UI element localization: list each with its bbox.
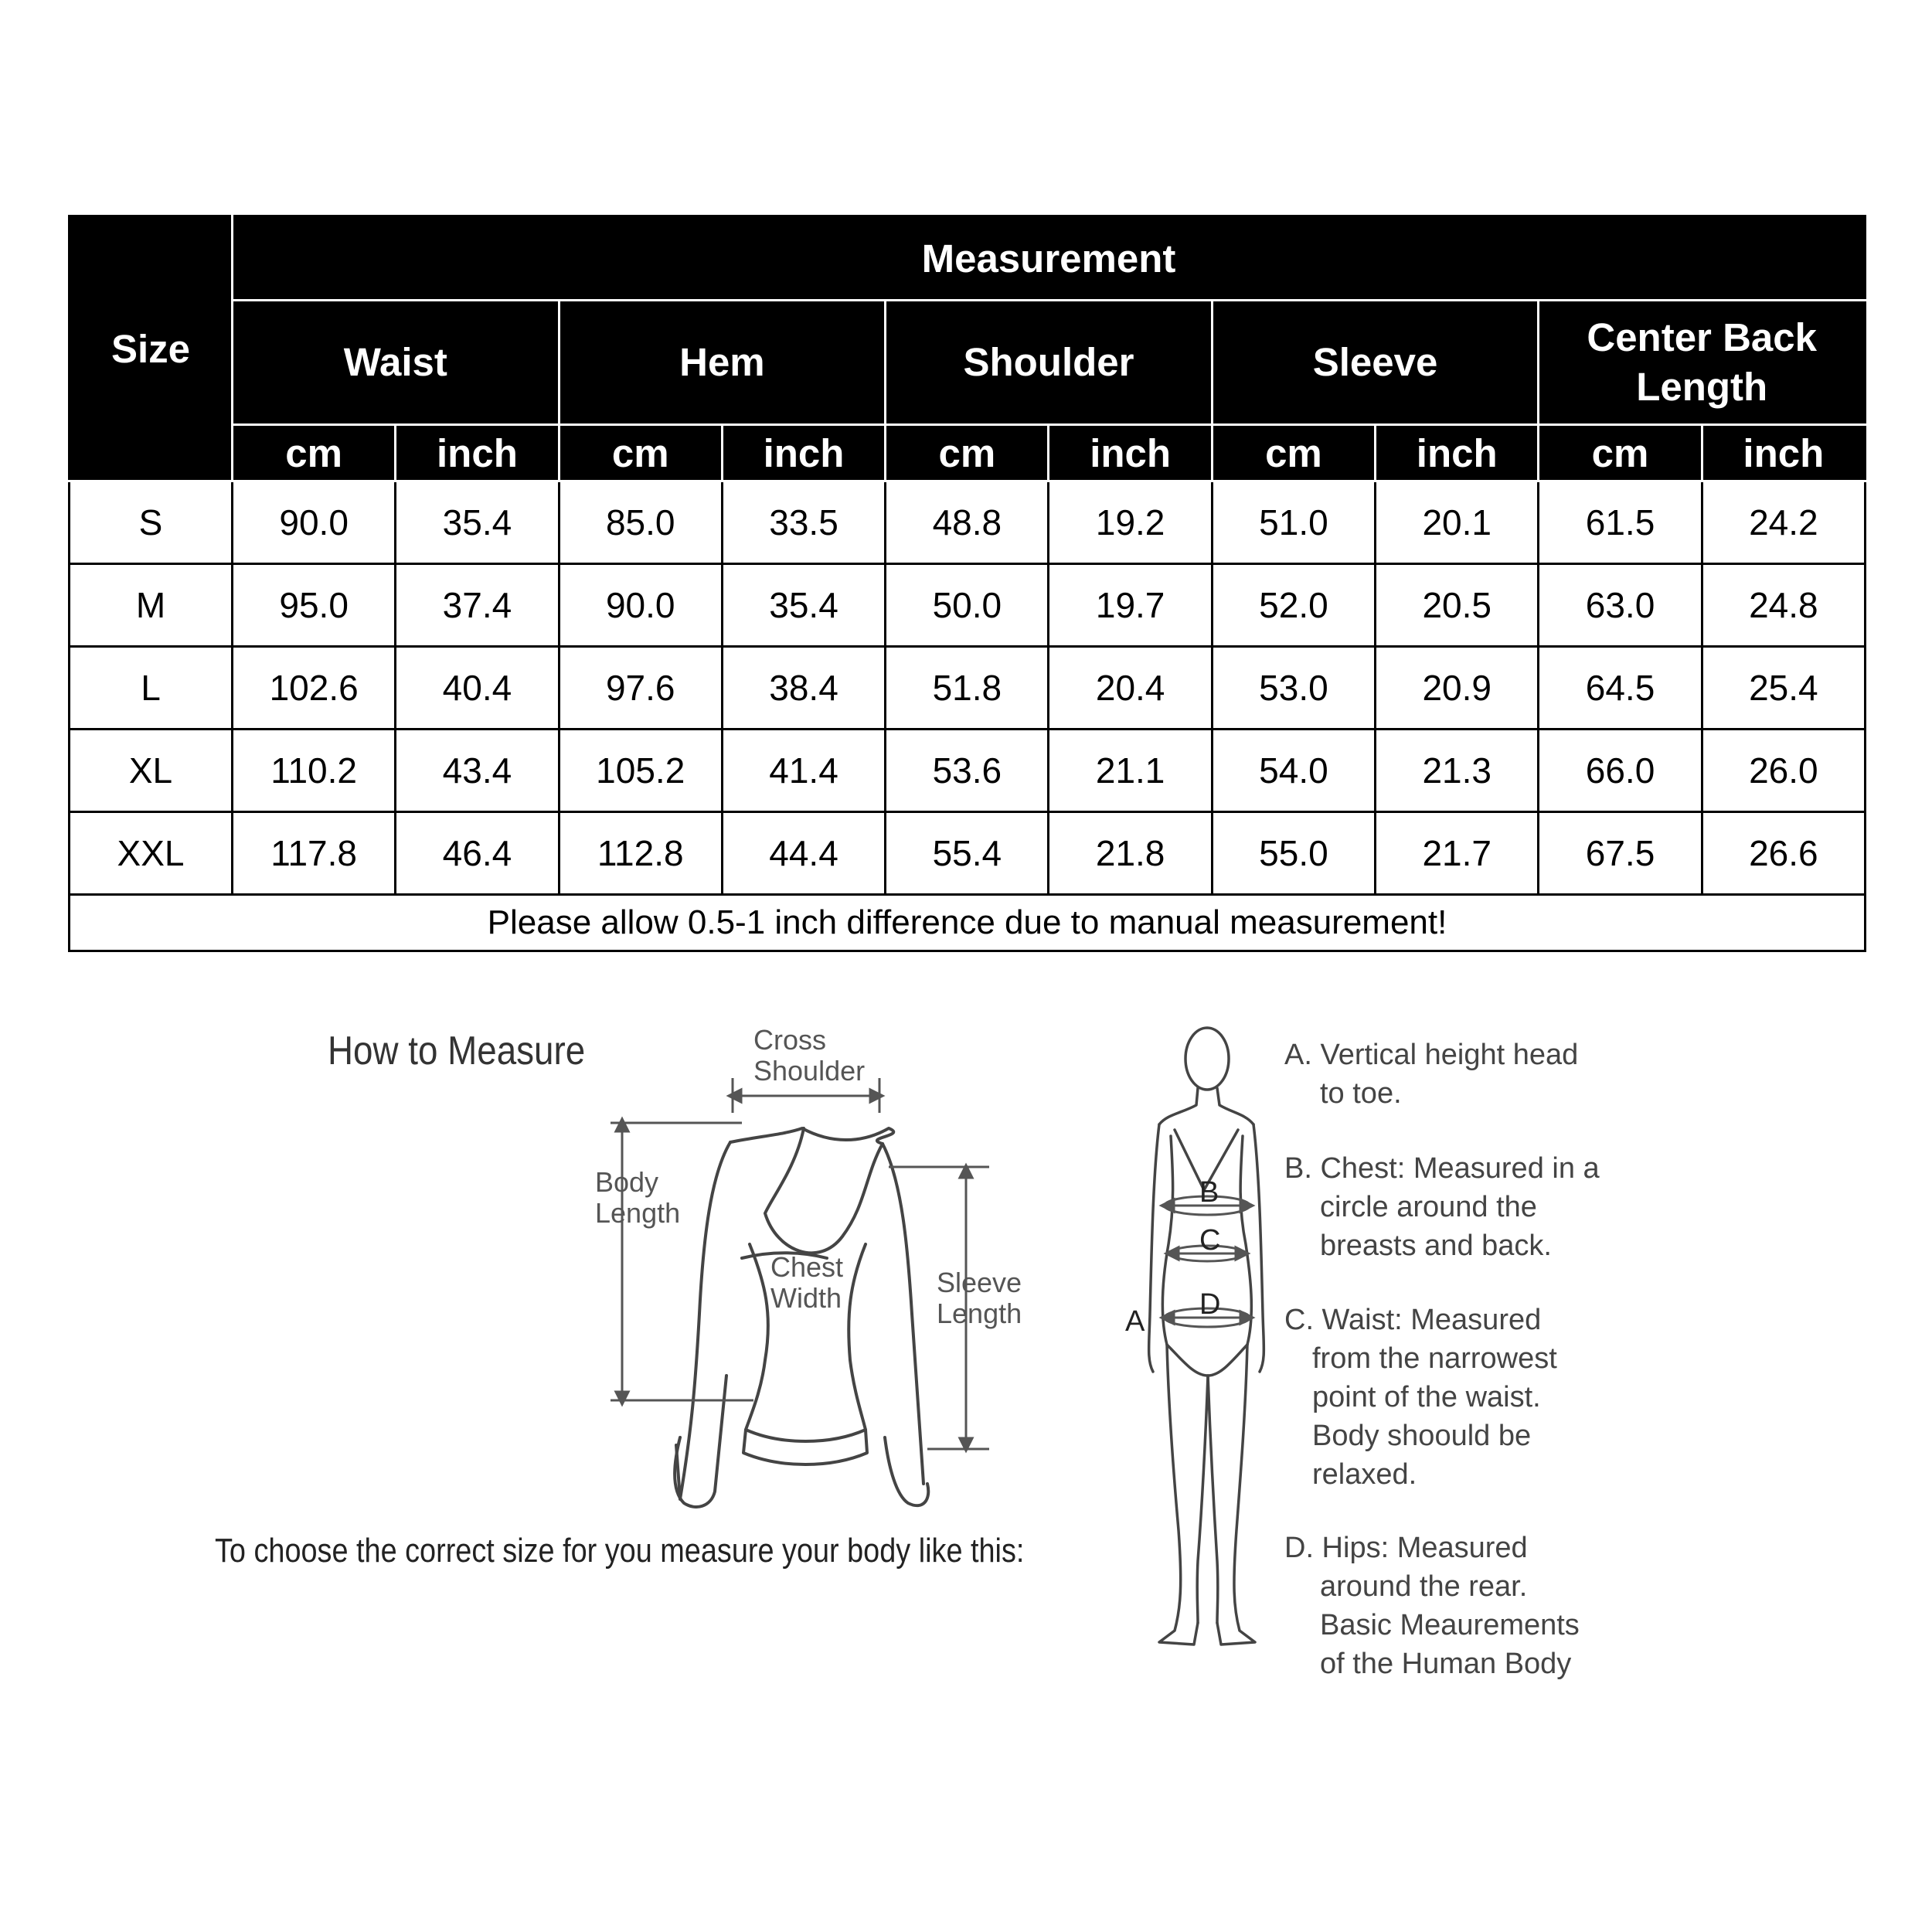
value-cell: 97.6 — [559, 647, 722, 730]
measurement-header: Measurement — [233, 216, 1866, 301]
value-cell: 85.0 — [559, 481, 722, 564]
value-cell: 43.4 — [396, 730, 559, 812]
value-cell: 105.2 — [559, 730, 722, 812]
value-cell: 52.0 — [1212, 564, 1375, 647]
value-cell: 63.0 — [1539, 564, 1702, 647]
value-cell: 44.4 — [722, 812, 885, 895]
size-cell: L — [70, 647, 233, 730]
sweater-illustration — [675, 1128, 928, 1507]
value-cell: 38.4 — [722, 647, 885, 730]
unit-header: inch — [1376, 425, 1539, 481]
value-cell: 90.0 — [233, 481, 396, 564]
group-header-center-back-length: Center Back Length — [1539, 301, 1866, 425]
value-cell: 40.4 — [396, 647, 559, 730]
value-cell: 20.4 — [1049, 647, 1212, 730]
description-d: D. Hips: Measured around the rear. Basic Meaurements of the Human Body — [1284, 1532, 1580, 1680]
value-cell: 55.4 — [886, 812, 1049, 895]
unit-header: inch — [1049, 425, 1212, 481]
value-cell: 20.5 — [1376, 564, 1539, 647]
value-cell: 21.3 — [1376, 730, 1539, 812]
cross-shoulder-label: Shoulder — [753, 1055, 866, 1087]
value-cell: 19.7 — [1049, 564, 1212, 647]
value-cell: 26.6 — [1702, 812, 1865, 895]
sleeve-length-label: Length — [937, 1298, 1022, 1329]
value-cell: 95.0 — [233, 564, 396, 647]
value-cell: 21.1 — [1049, 730, 1212, 812]
value-cell: 21.7 — [1376, 812, 1539, 895]
value-cell: 51.8 — [886, 647, 1049, 730]
description-a: A. Vertical height head to toe. — [1284, 1039, 1579, 1110]
cross-shoulder-label: Cross — [753, 1024, 827, 1056]
measurement-note: Please allow 0.5-1 inch difference due to manual measurement! — [70, 895, 1866, 951]
value-cell: 20.1 — [1376, 481, 1539, 564]
group-header-waist: Waist — [233, 301, 560, 425]
body-letter-c: C — [1199, 1224, 1221, 1257]
group-header-shoulder: Shoulder — [886, 301, 1213, 425]
value-cell: 64.5 — [1539, 647, 1702, 730]
value-cell: 54.0 — [1212, 730, 1375, 812]
value-cell: 33.5 — [722, 481, 885, 564]
value-cell: 41.4 — [722, 730, 885, 812]
unit-header: inch — [1702, 425, 1865, 481]
body-letter-d: D — [1199, 1288, 1221, 1321]
size-cell: M — [70, 564, 233, 647]
sleeve-length-label: Sleeve — [937, 1267, 1022, 1298]
value-cell: 48.8 — [886, 481, 1049, 564]
value-cell: 24.8 — [1702, 564, 1865, 647]
value-cell: 24.2 — [1702, 481, 1865, 564]
value-cell: 25.4 — [1702, 647, 1865, 730]
body-letter-b: B — [1199, 1176, 1219, 1209]
value-cell: 51.0 — [1212, 481, 1375, 564]
value-cell: 46.4 — [396, 812, 559, 895]
size-cell: XXL — [70, 812, 233, 895]
value-cell: 19.2 — [1049, 481, 1212, 564]
value-cell: 35.4 — [722, 564, 885, 647]
value-cell: 66.0 — [1539, 730, 1702, 812]
unit-header: inch — [722, 425, 885, 481]
unit-header: cm — [1212, 425, 1375, 481]
value-cell: 26.0 — [1702, 730, 1865, 812]
value-cell: 112.8 — [559, 812, 722, 895]
size-column-header: Size — [70, 216, 233, 481]
description-b: B. Chest: Measured in a circle around the breasts and back. — [1284, 1152, 1600, 1262]
value-cell: 90.0 — [559, 564, 722, 647]
group-header-hem: Hem — [559, 301, 886, 425]
unit-header: inch — [396, 425, 559, 481]
body-length-label: Body — [595, 1166, 659, 1198]
value-cell: 50.0 — [886, 564, 1049, 647]
value-cell: 35.4 — [396, 481, 559, 564]
value-cell: 117.8 — [233, 812, 396, 895]
chest-width-label: Width — [770, 1282, 842, 1314]
value-cell: 61.5 — [1539, 481, 1702, 564]
unit-header: cm — [886, 425, 1049, 481]
value-cell: 55.0 — [1212, 812, 1375, 895]
unit-header: cm — [559, 425, 722, 481]
group-header-sleeve: Sleeve — [1212, 301, 1539, 425]
value-cell: 53.0 — [1212, 647, 1375, 730]
value-cell: 21.8 — [1049, 812, 1212, 895]
unit-header: cm — [1539, 425, 1702, 481]
body-figure-illustration — [1149, 1028, 1264, 1645]
value-cell: 67.5 — [1539, 812, 1702, 895]
description-c: C. Waist: Measured from the narrowest point of the waist. Body shoould be relaxed. — [1284, 1304, 1557, 1491]
value-cell: 102.6 — [233, 647, 396, 730]
unit-header: cm — [233, 425, 396, 481]
value-cell: 110.2 — [233, 730, 396, 812]
value-cell: 37.4 — [396, 564, 559, 647]
size-cell: S — [70, 481, 233, 564]
chest-width-label: Chest — [770, 1251, 844, 1283]
choose-size-instruction: To choose the correct size for you measure your body like this: — [215, 1532, 1025, 1570]
how-to-measure-title: How to Measure — [328, 1029, 586, 1073]
body-letter-a: A — [1125, 1305, 1145, 1338]
size-cell: XL — [70, 730, 233, 812]
value-cell: 20.9 — [1376, 647, 1539, 730]
body-length-label: Length — [595, 1197, 681, 1229]
value-cell: 53.6 — [886, 730, 1049, 812]
